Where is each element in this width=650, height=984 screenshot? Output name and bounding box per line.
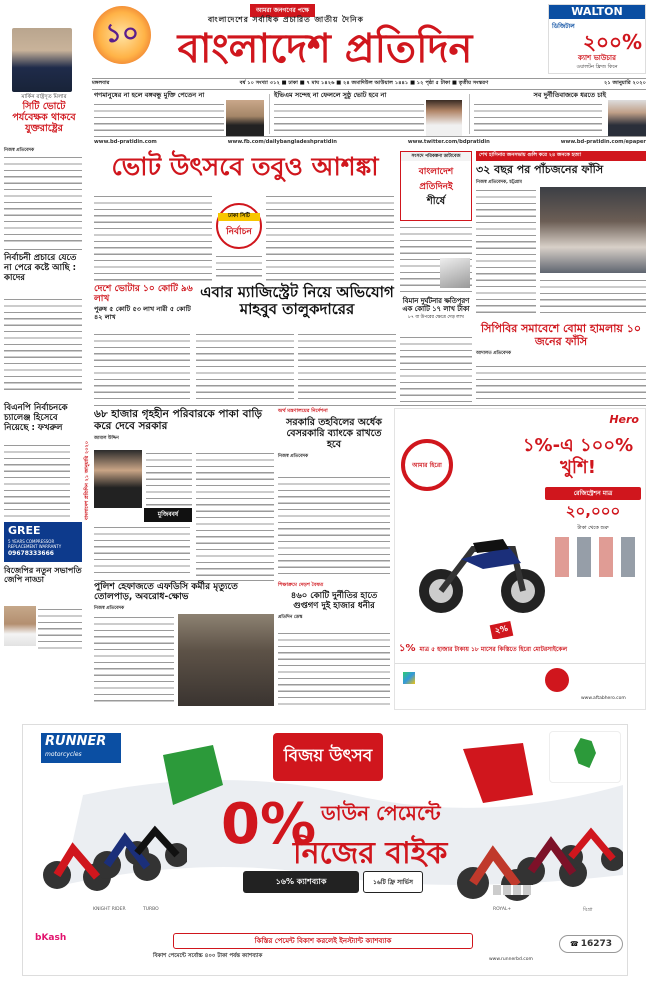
bank-kicker: অর্থ মন্ত্রণালয়ের নির্দেশনা (278, 408, 328, 414)
teaser-1-title: গণমানুষের না হলে বঙ্গবন্ধু মুক্তি পেতেন না (94, 91, 205, 99)
runner-badges (243, 871, 423, 893)
homeless-body-1 (146, 450, 192, 510)
hasina-body-left (476, 187, 536, 317)
voters-title: দেশে ভোটার ১০ কোটি ৯৬ লাখ (94, 284, 193, 305)
us-body (4, 154, 82, 246)
pratidin-box-line3: শীর্ষে (426, 196, 446, 207)
education-story (278, 582, 390, 708)
lead-body-mid (216, 253, 262, 281)
hero-badge-icon (545, 668, 569, 692)
runner-bottom-text: কিস্তির পেমেন্ট বিকাশ করলেই ইনস্ট্যান্ট ক্যাশব্যাক (173, 933, 473, 949)
biman-title: বিমান দুর্ঘটনার ক্ষতিপূরণ এক কোটি ১৭ লাখ টাকা (402, 297, 470, 313)
runner-festival-badge (273, 733, 383, 781)
runner-zero: 0% (221, 792, 317, 857)
voters-sub: পুরুষ ৫ কোটি ৫৩ লাখ নারী ৫ কোটি ৪২ লাখ (94, 304, 191, 321)
hero-brand: Hero (609, 413, 639, 426)
runner-bd-map-icon (574, 738, 596, 768)
education-body (278, 630, 390, 706)
walton-text3: ওয়ালটন ফ্রিজ কিনে (576, 64, 618, 70)
hasina-title[interactable]: ৩২ বছর পর পাঁচজনের ফাঁসি (476, 163, 604, 176)
hero-reg-box (545, 487, 641, 531)
twitter-link[interactable]: www.twitter.com/bdpratidin (407, 139, 490, 145)
runner-festival: বিজয় উৎসব (283, 746, 373, 766)
nadda-photo (4, 606, 36, 646)
teaser-3-title: সব দুর্নীতিবাজকে ধরতে চাই (533, 91, 606, 99)
teaser-1-body (94, 101, 224, 131)
teaser-3-photo (608, 100, 646, 136)
hero-reg-label: রেজিস্ট্রেশন মাত্র (545, 487, 641, 500)
social-bar (94, 139, 646, 149)
teaser-2-photo (426, 100, 462, 136)
cpb-title[interactable]: সিপিবির সমাবেশে বোমা হামলায় ১০ জনের ফাঁসি (480, 322, 641, 348)
hero-ad[interactable] (394, 408, 646, 710)
homeless-byline: জামাল উদ্দিন (94, 436, 119, 442)
bnp-body (4, 442, 70, 522)
bjp-body (38, 606, 82, 654)
hero-bottom-text: মাত্র ৫ হাজার টাকায় ১৮ মাসের কিস্তিতে হিরো মোটরসাইকেল (419, 645, 568, 653)
tagline-top: আমরা জনগণের পক্ষে (250, 4, 315, 17)
voters-box[interactable] (94, 284, 194, 326)
magistrate-body-3 (298, 331, 396, 401)
anniversary-logo (93, 6, 151, 64)
lead-title[interactable]: ভোট উৎসবে তবুও আশঙ্কা (111, 152, 379, 181)
police-story (94, 582, 274, 708)
badge-city: ঢাকা সিটি (218, 213, 260, 221)
bank-body (278, 474, 390, 576)
anniversary-number: ১০ (105, 19, 139, 49)
pratidin-box-label: সংসদে পরিকল্পনা ডাটাবেজ (401, 152, 471, 161)
runner-payment-icons (493, 885, 533, 895)
phone-icon: ☎ (569, 940, 579, 948)
bike-name-2: TURBO (143, 907, 159, 912)
walton-brand: WALTON (549, 5, 645, 19)
pratidin-inset-photo (440, 258, 470, 288)
web-link[interactable]: www.bd-pratidin.com (94, 139, 157, 145)
divider (269, 94, 270, 134)
teaser-2-title: ইভিএম সন্দেহ না ফেললে সুষ্ঠু ভোট হবে না (274, 91, 387, 99)
teaser-3[interactable] (474, 92, 646, 137)
hero-percent-tag: ২% (490, 621, 514, 640)
magistrate-title-main: এবার ম্যাজিস্ট্রেট নিয়ে অভিযোগ (200, 283, 394, 301)
runner-bd-badge (549, 731, 621, 783)
hero-reg-tail: টাকা থেকে শুরু (577, 525, 609, 531)
tagline: বাংলাদেশের সর্বাধিক প্রচারিত জাতীয় দৈনিক (208, 15, 364, 24)
us-ambassador-photo (12, 28, 72, 92)
mujib-badge (144, 508, 192, 522)
bike-name-1: KNIGHT RIDER (93, 907, 126, 912)
runner-bikes-right (453, 805, 623, 905)
hero-amar-logo (401, 439, 453, 491)
us-byline: নিজস্ব প্রতিবেদক (4, 148, 35, 153)
magistrate-title[interactable] (198, 284, 396, 326)
gree-ad[interactable] (4, 522, 82, 562)
cpb-byline: আদালত প্রতিবেদক (476, 351, 512, 357)
runner-hotline (559, 935, 623, 953)
hero-web[interactable]: www.aftabhero.com (581, 696, 626, 701)
left-column (4, 6, 84, 656)
hasina-kicker: শেখ হাসিনার জনসভায় গুলি করে ২৪ জনকে হত্যা (476, 151, 646, 161)
hasina-byline: নিজস্ব প্রতিবেদক, চট্টগ্রাম (476, 179, 522, 185)
hasina-plot-story (476, 151, 646, 321)
us-ambassador-caption: মার্কিন রাষ্ট্রদূত মিলার (21, 94, 67, 100)
runner-brand-sub: motorcycles (45, 751, 82, 758)
side-tab (84, 330, 93, 520)
masthead (0, 0, 650, 92)
teaser-2-body (274, 101, 424, 131)
epaper-link[interactable]: www.bd-pratidin.com/epaper (560, 139, 646, 145)
runner-ad[interactable] (22, 724, 628, 976)
masthead-title-text: বাংলাদেশ প্রতিদিন (177, 25, 473, 72)
lead-story (94, 151, 396, 403)
teaser-1-photo (226, 100, 264, 136)
hero-app-icon (403, 672, 415, 684)
walton-percent: ২০০% (582, 30, 642, 54)
runner-bikes-left (37, 805, 187, 895)
police-byline: নিজস্ব প্রতিবেদক (94, 605, 125, 611)
bank-story (278, 408, 390, 578)
facebook-link[interactable]: www.fb.com/dailybangladeshpratidin (227, 139, 337, 145)
hero-small-bikes (555, 537, 643, 577)
bjp-title[interactable]: বিজেপির নতুন সভাপতি জেপি নাড্ডা (4, 566, 82, 585)
magistrate-body-1 (94, 331, 190, 401)
walton-text2: ক্যাশ ভাউচার (578, 54, 616, 62)
biman-sub: ৮৭ বা উপরের ক্ষেত্রে দেড় লাখ (408, 314, 464, 320)
runner-line2: নিজের বাইক (293, 836, 448, 871)
obaidul-body (4, 296, 82, 394)
teasers-row (94, 92, 646, 137)
hero-footer (395, 663, 646, 709)
divider (94, 580, 274, 581)
runner-web[interactable]: www.runnerbd.com (489, 957, 533, 962)
biman-story[interactable] (400, 298, 472, 328)
us-ambassador-title[interactable]: সিটি ভোটে পর্যবেক্ষক থাকবে যুক্তরাষ্ট্রের (12, 101, 76, 134)
divider (4, 249, 82, 250)
bnp-title[interactable]: বিএনপি নির্বাচনকে চ্যালেঞ্জ হিসেবে নিয়েছে : ফখরুল (4, 403, 68, 433)
gree-phone: 09678333666 (8, 550, 54, 557)
gree-brand: GREE (8, 524, 41, 537)
teaser-3-body (474, 101, 602, 131)
walton-text1: ডিজিটাল (552, 23, 575, 30)
lead-body-left (94, 193, 212, 281)
homeless-body-3 (196, 450, 274, 576)
hasina-photo (540, 187, 646, 273)
runner-badge-service: ১৬টি ফ্রি সার্ভিস (363, 871, 423, 893)
runner-brand: RUNNER (45, 734, 107, 749)
homeless-body-2 (94, 524, 190, 576)
bank-title[interactable]: সরকারি তহবিলের অর্ধেক বেসরকারি ব্যাংকে রাখতে হবে (286, 417, 382, 450)
election-badge (216, 203, 262, 249)
hero-amar-text: আমার হিরো (412, 461, 442, 469)
cpb-story (476, 323, 646, 403)
homeless-story (94, 408, 274, 578)
issue-line: বর্ষ ১০ সংখ্যা ৩১২ ■ ঢাকা ■ ৭ মাঘ ১৪২৬ ■ ২৪ জমাদিউল আউয়াল ১৪৪১ ■ ১২ পৃষ্ঠা ৫ টাকা ■ তৃতীয় সংস্করণ (239, 80, 489, 86)
runner-bkash-note: বিকাশ পেমেন্টে সর্বোচ্চ ৪০০ টাকা পর্যন্ত ক্যাশব্যাক (153, 953, 263, 959)
hero-reg-amount: ২০,০০০ (565, 502, 621, 520)
pratidin-box-line2: প্রতিদিনই (419, 182, 453, 192)
education-byline: প্রতিদিন ডেস্ক (278, 614, 303, 620)
runner-bottom-bar (23, 921, 628, 976)
mujib-badge-text: মুজিববর্ষ (157, 511, 179, 518)
teaser-1[interactable] (94, 92, 264, 137)
gree-warranty: 5 YEARS COMPRESSOR REPLACEMENT WARRANTY (8, 539, 62, 549)
badge-election: নির্বাচন (226, 227, 252, 237)
divider (94, 405, 646, 406)
issue-bar (92, 78, 646, 90)
obaidul-title[interactable]: নির্বাচনী প্রচারে যেতে না পেরে কষ্টে আছি : কাদের (4, 253, 77, 283)
runner-logo (41, 733, 121, 763)
police-title[interactable]: পুলিশ হেফাজতে এফডিসি কর্মীর মৃত্যুতে তোলপাড়, অবরোধ-ক্ষোভ (94, 582, 238, 603)
lead-body-right (266, 193, 394, 281)
hasina-body-right (540, 277, 646, 317)
police-photo (178, 614, 274, 706)
side-tab-text: বাংলাদেশ প্রতিদিন ২১ জানুয়ারি ২০২০ (84, 440, 90, 520)
masthead-title (160, 24, 490, 74)
runner-line1: ডাউন পেমেন্টে (321, 801, 441, 825)
education-kicker: শিক্ষাক্রমে দেড়শ বৈষম্য (278, 582, 324, 588)
issue-date: ২১ জানুয়ারি ২০২০ (604, 80, 646, 86)
hero-offer: ১%-এ ১০০% খুশি! (522, 435, 634, 478)
education-title[interactable]: ৪৬০ কোটি দুর্নীতির হাতে গুপ্তগণ দুই হাজার ধনীর (290, 591, 378, 611)
pratidin-box-line1: বাংলাদেশ (418, 167, 454, 177)
mujib-photo (94, 450, 142, 508)
divider (469, 94, 470, 134)
walton-ad[interactable] (548, 4, 646, 74)
hero-bottom-bar (395, 639, 646, 659)
hero-motorcycle-graphic (413, 509, 553, 619)
bike-name-3: ROYAL+ (493, 907, 512, 912)
bank-byline: নিজস্ব প্রতিবেদক (278, 453, 309, 459)
runner-badge-cashback: ১৬% ক্যাশব্যাক (243, 871, 359, 893)
homeless-title[interactable]: ৬৮ হাজার গৃহহীন পরিবারকে পাকা বাড়ি করে দেবে সরকার (94, 408, 262, 433)
hero-percent-tag2: ১% (399, 642, 416, 654)
runner-hotline-number[interactable]: 16273 (580, 939, 613, 949)
runner-bkash-text: bKash (35, 933, 67, 943)
police-body (94, 614, 174, 706)
runner-bkash-logo (35, 925, 66, 944)
biman-body (400, 334, 472, 402)
magistrate-title-sub: মাহবুব তালুকদারের (239, 300, 355, 319)
pratidin-box[interactable] (400, 151, 472, 221)
magistrate-body-2 (196, 331, 294, 401)
bike-name-4: বিগ্রা (583, 907, 593, 913)
issue-day: মঙ্গলবার (92, 80, 110, 86)
cpb-body (476, 363, 646, 401)
teaser-2[interactable] (274, 92, 464, 137)
